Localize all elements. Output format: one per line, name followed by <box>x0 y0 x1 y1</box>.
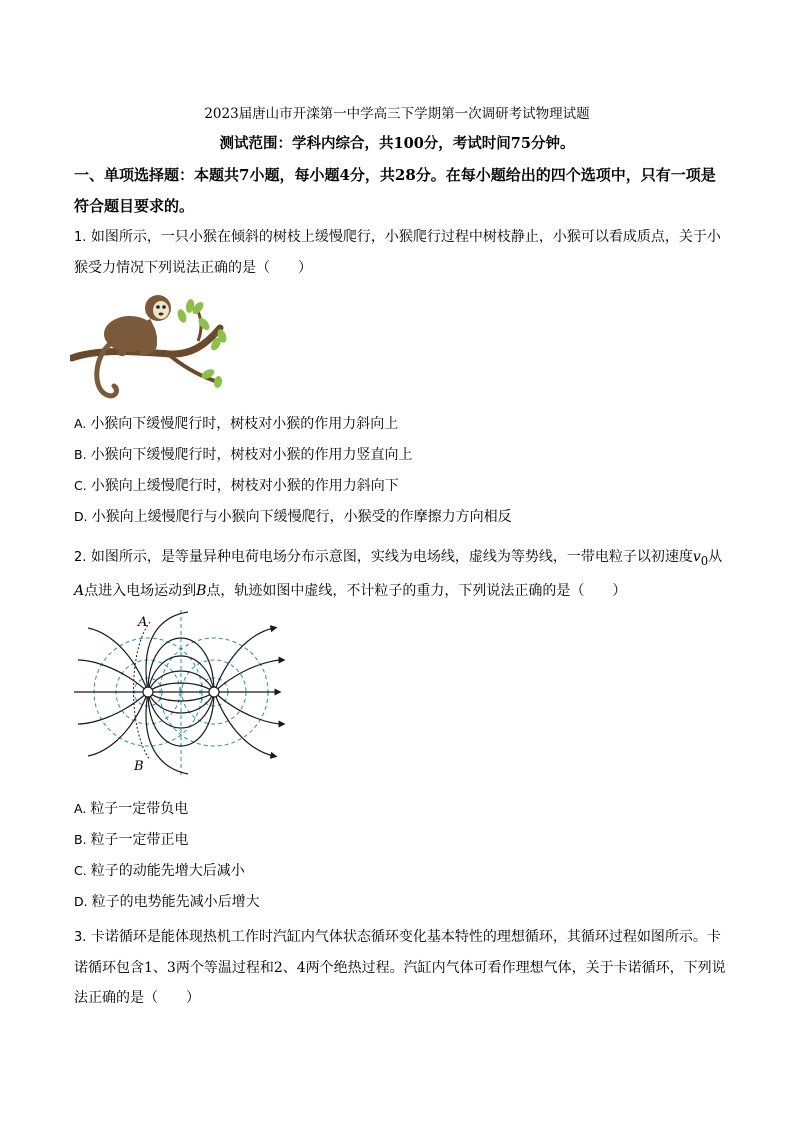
question-2-text-d: 点，轨迹如图中虚线，不计粒子的重力，下列说法正确的是（ ） <box>206 582 627 599</box>
point-b-ref: B <box>196 582 207 599</box>
option-text: 粒子一定带负电 <box>90 801 189 817</box>
equipotential-lines <box>94 610 268 778</box>
question-1 <box>74 222 726 283</box>
question-2-number: 2. <box>74 550 87 565</box>
question-1-number: 1. <box>74 230 87 245</box>
point-a-label: A <box>138 615 148 630</box>
option-text: 粒子的动能先增大后减小 <box>90 863 245 879</box>
option-letter: D. <box>74 509 88 524</box>
velocity-symbol: v <box>692 549 701 565</box>
option-letter: A. <box>74 801 87 816</box>
option-text: 粒子的电势能先减小后增大 <box>91 894 260 910</box>
question-2-text-c: 点进入电场运动到 <box>84 582 197 599</box>
q2-option-c[interactable] <box>74 861 245 881</box>
option-letter: B. <box>74 447 87 462</box>
velocity-subscript: 0 <box>700 553 709 568</box>
exam-subtitle: 测试范围：学科内综合，共100分，考试时间75分钟。 <box>219 135 575 152</box>
q1-option-c[interactable] <box>74 476 399 496</box>
electric-field-diagram <box>68 610 288 780</box>
option-letter: B. <box>74 832 87 847</box>
question-2-text-b: 从 <box>708 549 723 565</box>
option-letter: D. <box>74 894 88 909</box>
exam-title: 2023届唐山市开滦第一中学高三下学期第一次调研考试物理试题 <box>204 106 590 122</box>
question-2 <box>74 542 726 606</box>
monkey-on-branch-illustration <box>70 286 230 406</box>
question-3-text: 卡诺循环是能体现热机工作时汽缸内气体状态循环变化基本特性的理想循环，其循环过程如图所示。卡诺循环包含1、3两个等温过程和2、4两个绝热过程。汽缸内气体可看作理想气体，关于卡诺循环，下列说法正确的是（ ） <box>74 929 726 1006</box>
q2-option-a[interactable] <box>74 799 188 819</box>
section-heading: 一、单项选择题：本题共7小题，每小题4分，共28分。在每小题给出的四个选项中，只有一项是符合题目要求的。 <box>74 166 716 215</box>
option-letter: C. <box>74 478 87 493</box>
q1-option-d[interactable] <box>74 507 512 527</box>
q2-option-d[interactable] <box>74 892 260 912</box>
question-1-text: 如图所示，一只小猴在倾斜的树枝上缓慢爬行，小猴爬行过程中树枝静止，小猴可以看成质点，关于小猴受力情况下列说法正确的是（ ） <box>74 229 721 276</box>
positive-charge <box>143 687 153 697</box>
option-text: 粒子一定带正电 <box>90 832 189 848</box>
option-text: 小猴向下缓慢爬行时，树枝对小猴的作用力斜向上 <box>90 416 399 432</box>
question-2-text-a: 如图所示，是等量异种电荷电场分布示意图，实线为电场线，虚线为等势线，一带电粒子以初速度 <box>90 549 693 565</box>
option-letter: C. <box>74 863 87 878</box>
option-text: 小猴向下缓慢爬行时，树枝对小猴的作用力竖直向上 <box>90 447 413 463</box>
q1-option-a[interactable] <box>74 414 398 434</box>
option-letter: A. <box>74 416 87 431</box>
negative-charge <box>209 687 219 697</box>
q1-option-b[interactable] <box>74 445 413 465</box>
question-3-number: 3. <box>74 930 87 945</box>
option-text: 小猴向上缓慢爬行时，树枝对小猴的作用力斜向下 <box>90 478 399 494</box>
question-3 <box>74 922 726 1013</box>
field-lines <box>74 612 282 774</box>
point-a-ref: A <box>74 582 85 599</box>
option-text: 小猴向上缓慢爬行与小猴向下缓慢爬行，小猴受的作摩擦力方向相反 <box>91 509 512 525</box>
q2-option-b[interactable] <box>74 830 189 850</box>
point-b-label: B <box>134 759 144 774</box>
